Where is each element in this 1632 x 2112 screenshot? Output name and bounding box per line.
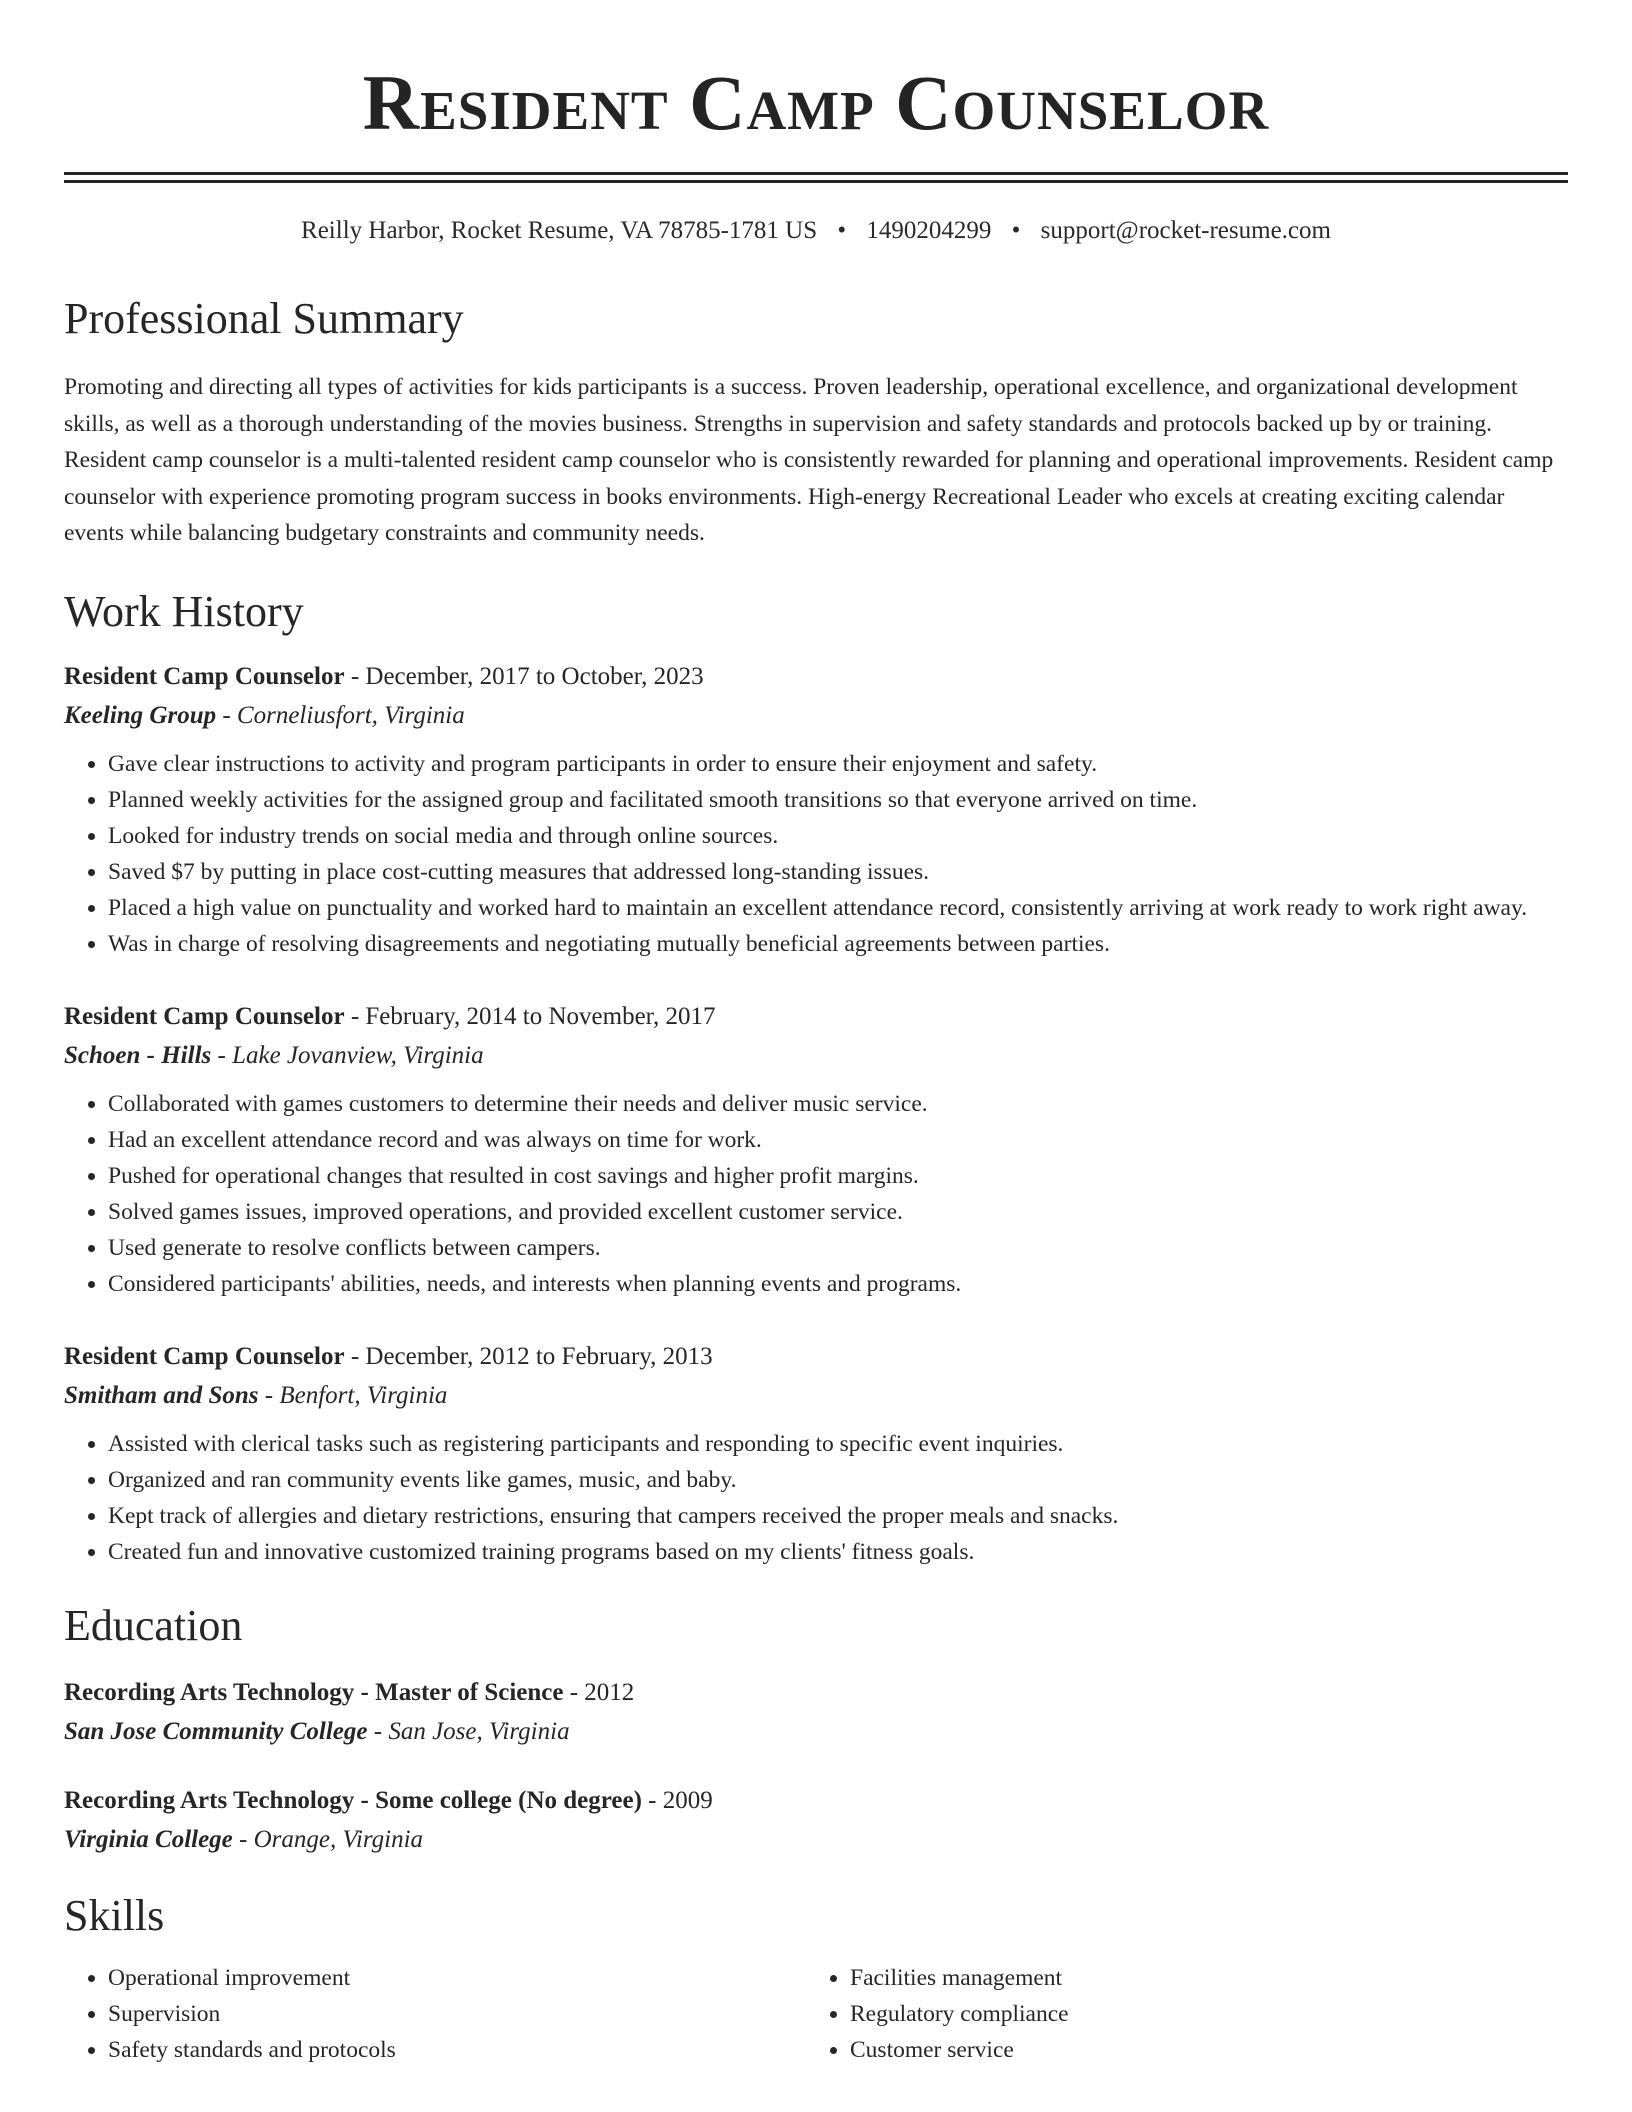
job-location: - Lake Jovanview, Virginia bbox=[211, 1041, 484, 1069]
job-company: Schoen - Hills bbox=[64, 1041, 212, 1069]
job-company: Keeling Group bbox=[64, 701, 217, 729]
job-entry bbox=[64, 1338, 1568, 1570]
job-company-line bbox=[64, 1036, 1568, 1076]
job-entry bbox=[64, 658, 1568, 962]
contact-email: support@rocket-resume.com bbox=[1040, 217, 1331, 244]
contact-line bbox=[64, 217, 1568, 245]
job-bullets bbox=[64, 1086, 1568, 1302]
job-entry bbox=[64, 998, 1568, 1302]
education-school: San Jose Community College bbox=[64, 1717, 368, 1745]
job-title-line bbox=[64, 998, 1568, 1036]
job-bullet: • Pushed for operational changes that resulted in cost savings and higher profit margins. bbox=[108, 1158, 1568, 1194]
skill-item: • Safety standards and protocols bbox=[108, 2032, 806, 2068]
education-entry bbox=[64, 1782, 1568, 1860]
skill-item: • Facilities management bbox=[850, 1960, 1548, 1996]
contact-separator: • bbox=[837, 217, 847, 244]
skill-item: • Operational improvement bbox=[108, 1960, 806, 1996]
skills-heading: Skills bbox=[64, 1890, 165, 1940]
job-location: - Corneliusfort, Virginia bbox=[216, 701, 465, 729]
job-dates: - December, 2012 to February, 2013 bbox=[344, 1342, 713, 1370]
summary-text: Promoting and directing all types of activities for kids participants is a success. Proven leadership, operational excellence, and organizational development skills, as well as a thorough understanding of the movies business. Strengths in supervision and safety standards and protocols backed up by or training. Resident camp counselor is a multi-talented resident camp counselor who is consistently rewarded for planning and operational improvements. Resident camp counselor with experience promoting program success in books environments. High-energy Recreational Leader who excels at creating exciting calendar events while balancing budgetary constraints and community needs. bbox=[64, 374, 1554, 546]
job-bullet: • Was in charge of resolving disagreements and negotiating mutually beneficial agreements between parties. bbox=[108, 926, 1568, 962]
job-title: Resident Camp Counselor bbox=[64, 1002, 345, 1030]
skill-item: • Regulatory compliance bbox=[850, 1996, 1548, 2032]
education-school-line bbox=[64, 1712, 1568, 1752]
work-history-heading: Work History bbox=[64, 586, 304, 636]
job-bullet: • Considered participants' abilities, needs, and interests when planning events and programs. bbox=[108, 1266, 1568, 1302]
resume-name: Resident Camp Counselor bbox=[362, 59, 1270, 146]
job-title: Resident Camp Counselor bbox=[64, 1342, 345, 1370]
job-bullet: • Placed a high value on punctuality and worked hard to maintain an excellent attendance record, consistently arriving at work ready to work right away. bbox=[108, 890, 1568, 926]
education-location: - San Jose, Virginia bbox=[367, 1717, 570, 1745]
education-location: - Orange, Virginia bbox=[232, 1825, 424, 1853]
job-bullet: • Had an excellent attendance record and was always on time for work. bbox=[108, 1122, 1568, 1158]
job-bullet: • Organized and ran community events like games, music, and baby. bbox=[108, 1462, 1568, 1498]
job-company-line bbox=[64, 1376, 1568, 1416]
contact-phone: 1490204299 bbox=[866, 217, 992, 244]
job-bullet: • Kept track of allergies and dietary restrictions, ensuring that campers received the proper meals and snacks. bbox=[108, 1498, 1568, 1534]
job-bullet: • Saved $7 by putting in place cost-cutting measures that addressed long-standing issues. bbox=[108, 854, 1568, 890]
skill-item: • Customer service bbox=[850, 2032, 1548, 2068]
contact-address: Reilly Harbor, Rocket Resume, VA 78785-1781 US bbox=[301, 217, 818, 244]
skills-columns bbox=[64, 1960, 1568, 2068]
job-bullet: • Used generate to resolve conflicts between campers. bbox=[108, 1230, 1568, 1266]
header-divider bbox=[64, 172, 1568, 183]
job-bullet: • Looked for industry trends on social media and through online sources. bbox=[108, 818, 1568, 854]
job-title-line bbox=[64, 1338, 1568, 1376]
education-degree-line bbox=[64, 1782, 1568, 1820]
education-school-line bbox=[64, 1820, 1568, 1860]
job-location: - Benfort, Virginia bbox=[258, 1381, 448, 1409]
job-bullets bbox=[64, 1426, 1568, 1570]
job-title-line bbox=[64, 658, 1568, 696]
education-degree: Recording Arts Technology - Master of Science bbox=[64, 1678, 564, 1706]
job-title: Resident Camp Counselor bbox=[64, 662, 345, 690]
job-bullet: • Solved games issues, improved operations, and provided excellent customer service. bbox=[108, 1194, 1568, 1230]
job-company-line bbox=[64, 696, 1568, 736]
job-bullet: • Assisted with clerical tasks such as registering participants and responding to specific event inquiries. bbox=[108, 1426, 1568, 1462]
education-school: Virginia College bbox=[64, 1825, 233, 1853]
job-bullet: • Planned weekly activities for the assigned group and facilitated smooth transitions so that everyone arrived on time. bbox=[108, 782, 1568, 818]
contact-separator: • bbox=[1011, 217, 1021, 244]
education-year: - 2009 bbox=[641, 1786, 713, 1814]
skills-list-right bbox=[806, 1960, 1548, 2068]
skills-list-left bbox=[64, 1960, 806, 2068]
job-bullet: • Collaborated with games customers to determine their needs and deliver music service. bbox=[108, 1086, 1568, 1122]
summary-heading: Professional Summary bbox=[64, 294, 464, 343]
job-dates: - December, 2017 to October, 2023 bbox=[344, 662, 704, 690]
job-bullets bbox=[64, 746, 1568, 962]
education-heading: Education bbox=[64, 1600, 243, 1650]
job-company: Smitham and Sons bbox=[64, 1381, 259, 1409]
job-bullet: • Gave clear instructions to activity and program participants in order to ensure their enjoyment and safety. bbox=[108, 746, 1568, 782]
job-bullet: • Created fun and innovative customized training programs based on my clients' fitness goals. bbox=[108, 1534, 1568, 1570]
job-dates: - February, 2014 to November, 2017 bbox=[344, 1002, 716, 1030]
education-degree: Recording Arts Technology - Some college (No degree) bbox=[64, 1786, 642, 1814]
education-entry bbox=[64, 1674, 1568, 1752]
education-degree-line bbox=[64, 1674, 1568, 1712]
skill-item: • Supervision bbox=[108, 1996, 806, 2032]
education-year: - 2012 bbox=[563, 1678, 635, 1706]
